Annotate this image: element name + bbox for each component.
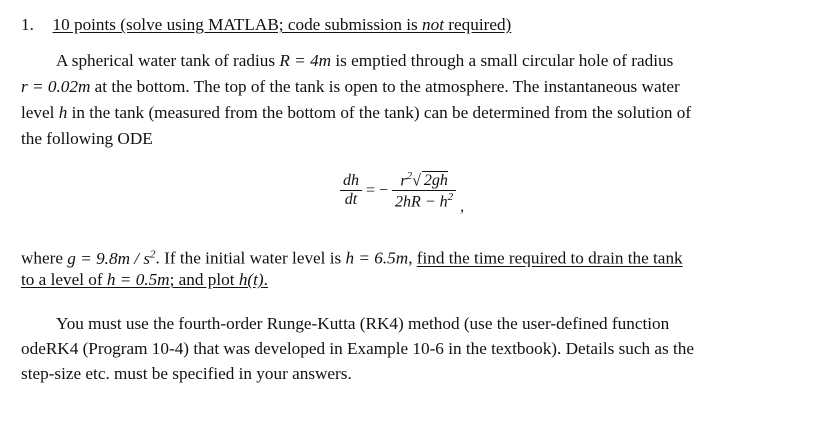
- para1-line1-text-a: A spherical water tank of radius: [56, 51, 280, 70]
- para3-line2: odeRK4 (Program 10-4) that was developed in Example 10-6 in the textbook). Details such as the: [21, 339, 695, 358]
- para1-line1-text-b: is emptied through a small circular hole of radius: [331, 51, 674, 70]
- para2-line1-text-a: where: [21, 248, 68, 268]
- para1-line3-text-a: level: [21, 103, 59, 122]
- para2-line1: [21, 243, 683, 270]
- final-h-math: h = 0.5m: [106, 270, 170, 289]
- rhs-numerator: $r^2√$ 2gh: [392, 170, 456, 191]
- radius-R-math: R = 4m: [279, 51, 332, 70]
- rhs-den-sup: 2: [447, 191, 454, 204]
- lhs-numerator: dh: [340, 172, 362, 191]
- heading-text-italic: not: [422, 15, 444, 34]
- para3-line3: step-size etc. must be specified in your answers.: [21, 364, 352, 383]
- problem-points-heading: [52, 15, 511, 34]
- para1-line4: the following ODE: [21, 129, 153, 148]
- radius-r-math: r = 0.02m: [21, 77, 91, 96]
- para1-line1: [56, 50, 673, 72]
- problem-number: 1.: [21, 15, 34, 34]
- rhs-num-sup: 2: [406, 170, 413, 182]
- rhs-den-text: 2hR − h: [395, 193, 448, 211]
- initial-h-math: h = 6.5m: [345, 248, 409, 268]
- ode-equation: [340, 170, 465, 215]
- rhs-num-sqrt: 2gh: [423, 172, 448, 190]
- para3-line1: You must use the fourth-order Runge-Kutta (RK4) method (use the user-defined function: [56, 314, 670, 333]
- para2-line2-text-a: to a level of: [21, 270, 107, 289]
- equation-comma: ,: [460, 197, 465, 215]
- h-of-t-math: h(t): [238, 270, 264, 289]
- lhs-fraction: [340, 172, 362, 209]
- problem-heading: [21, 14, 511, 36]
- para1-line2-text: at the bottom. The top of the tank is open to the atmosphere. The instantaneous water: [90, 77, 680, 96]
- para2-line2-text-b: ; and plot: [169, 270, 239, 289]
- para2-line1-text-c: ,: [408, 248, 417, 268]
- para2-line1-text-b: . If the initial water level is: [155, 248, 346, 268]
- para2-line2: [21, 269, 268, 291]
- equals-minus: = −: [366, 181, 389, 199]
- para1-line2: [21, 76, 680, 98]
- para2-line2-text-c: .: [263, 270, 268, 289]
- rhs-fraction: [392, 170, 456, 212]
- task-underlined-1: find the time required to drain the tank: [416, 248, 683, 268]
- para1-line3: [21, 102, 691, 124]
- para1-line3-text-b: in the tank (measured from the bottom of the tank) can be determined from the solution of: [67, 103, 692, 122]
- lhs-denominator: dt: [344, 191, 358, 209]
- rhs-num-r: r: [400, 172, 407, 190]
- heading-text-after: required): [444, 15, 512, 34]
- heading-text-before: 10 points (solve using MATLAB; code submission is: [52, 15, 423, 34]
- gravity-g-sup: 2: [150, 248, 156, 260]
- gravity-g-text: g = 9.8m / s: [67, 248, 151, 268]
- rhs-denominator: [392, 191, 456, 211]
- gravity-g-math: [67, 249, 155, 268]
- water-level-h-math: h: [58, 103, 68, 122]
